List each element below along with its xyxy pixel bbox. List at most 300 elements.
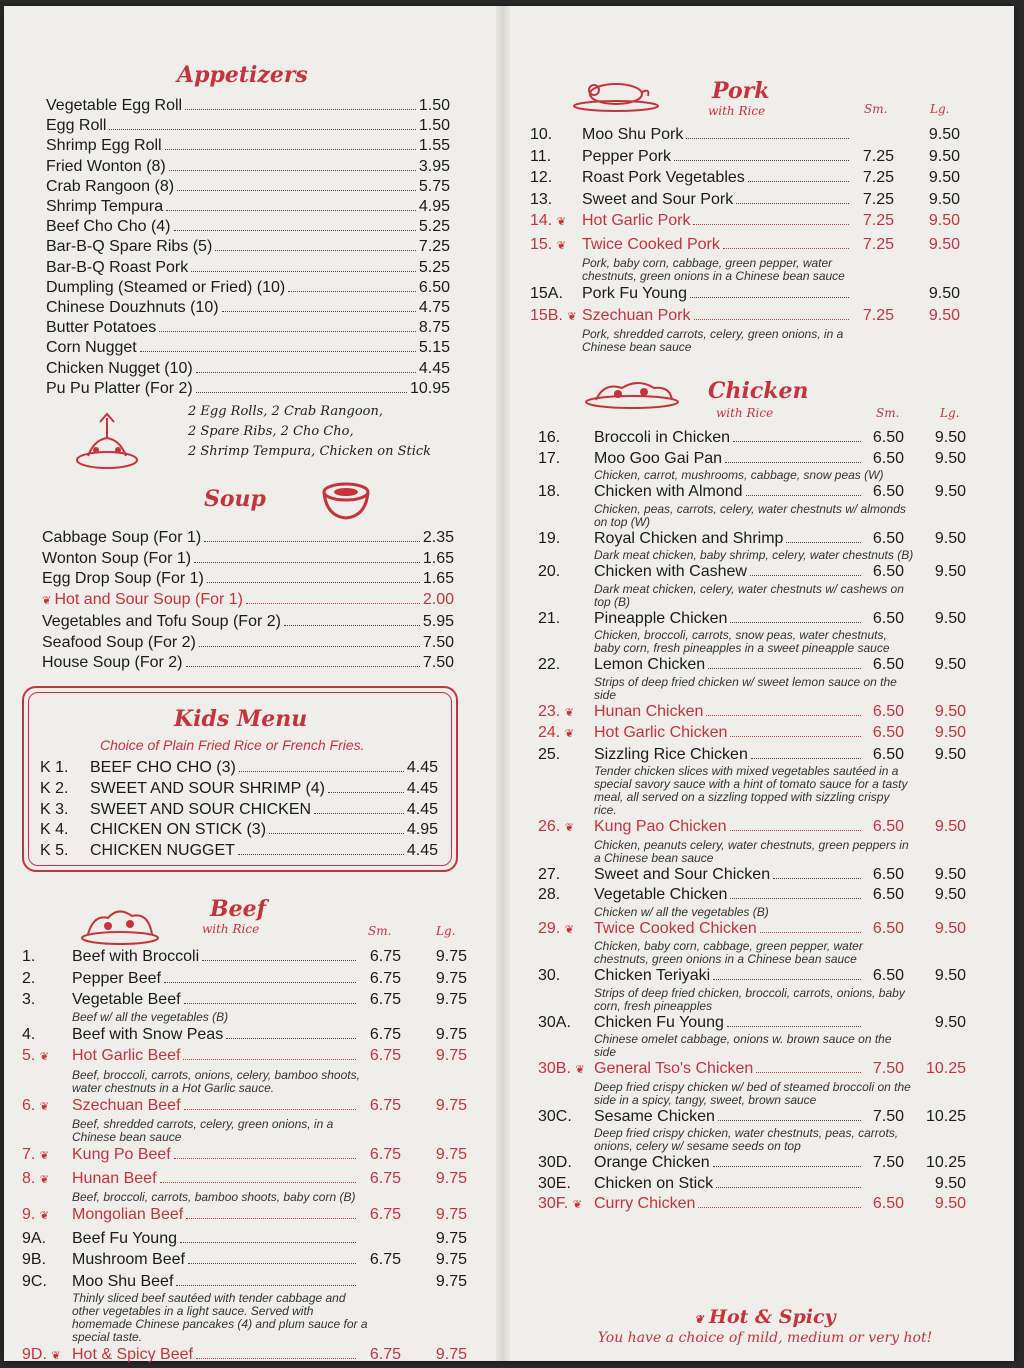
dot-leader [207,582,420,583]
menu-item [46,278,450,298]
menu-item [538,482,966,503]
price-small: 7.25 [862,169,894,186]
chili-icon: ❦ [567,310,577,323]
price-small: 6.75 [369,991,401,1008]
price-small: 6.50 [872,483,904,500]
item-price: 4.45 [406,842,438,860]
price-small: 7.25 [862,190,894,208]
price-large: 9.75 [435,1346,467,1363]
dot-leader [174,1158,356,1159]
price-small: 6.50 [872,865,904,883]
item-price: 4.95 [418,198,450,216]
item-number: K 1. [40,759,69,776]
dot-leader [174,230,416,231]
dot-leader [786,542,861,543]
menu-item [46,177,450,197]
item-name: Hot Garlic Chicken [594,724,728,741]
menu-item [538,609,966,630]
menu-item [530,146,960,168]
item-name: Cabbage Soup (For 1) [42,529,202,546]
pork-list [530,124,960,354]
item-number: 5. ❦ [22,1045,72,1069]
item-number: 21. [538,609,561,627]
item-price: 2.00 [422,591,454,609]
price-small: 6.75 [369,1146,401,1163]
item-name: General Tso's Chicken [594,1060,754,1077]
item-number: K 4. [40,821,69,839]
menu-item [22,1271,467,1293]
item-price: 1.50 [418,117,450,135]
dot-leader [694,319,849,320]
item-name: Beef with Snow Peas [72,1025,224,1043]
menu-item [42,653,454,674]
menu-item [46,338,450,358]
item-name: Mongolian Beef [72,1206,184,1223]
item-price: 5.95 [422,612,454,630]
dot-leader [314,813,404,814]
item-number: 24. ❦ [538,723,594,745]
dot-leader [239,771,404,772]
dot-leader [698,1207,861,1208]
item-price: 5.75 [418,177,450,195]
menu-item [530,189,960,211]
chili-icon: ❦ [572,1199,582,1211]
price-large: 9.75 [435,1146,467,1163]
chili-icon: ❦ [564,728,574,740]
pork-subtitle: with Rice [708,104,766,118]
item-number: 15A. [530,285,563,302]
price-large: 9.75 [435,1096,467,1114]
item-name: BEEF CHO CHO (3) [90,759,236,776]
dot-leader [204,541,420,542]
item-description: Beef, shredded carrots, celery, green onions, in a Chinese bean sauce [72,1117,334,1144]
dot-leader [736,203,849,204]
menu-item [538,817,966,839]
menu-item [538,865,966,886]
price-small: 6.75 [369,948,401,965]
item-number: 30E. [538,1174,571,1192]
dot-leader [750,575,861,576]
chicken-list [538,428,966,1216]
menu-item [22,989,467,1011]
item-name: Egg Drop Soup (For 1) [42,570,204,588]
item-number: 20. [538,563,561,580]
dot-leader [196,372,416,373]
item-name: Seafood Soup (For 2) [42,633,196,651]
item-number: 7. ❦ [22,1144,72,1168]
chili-icon: ❦ [51,1350,61,1362]
price-small: 6.75 [369,1025,401,1043]
pig-icon [572,78,662,112]
dot-leader [226,1038,356,1039]
item-name: Royal Chicken and Shrimp [594,529,784,547]
item-number: 30A. [538,1013,571,1031]
item-price: 5.25 [418,218,450,236]
item-description: Thinly sliced beef sautéed with tender cabbage and other vegetables in a light sauce. Served with homemade Chinese pancakes (4) and plum sauce for a special taste. [72,1291,368,1344]
item-name: Sesame Chicken [594,1107,715,1125]
item-name: Moo Shu Pork [582,126,684,143]
item-name: Beef with Broccoli [72,948,200,965]
item-number: 19. [538,529,561,547]
price-large: 9.50 [928,235,960,253]
dot-leader [693,224,849,225]
beef-dish-icon [78,902,162,946]
menu-item [538,1059,966,1081]
item-number: 3. [22,991,36,1008]
item-number: 11. [530,147,552,165]
menu-item [530,234,960,258]
price-large: 9.50 [934,1195,966,1212]
item-price: 3.95 [418,157,450,175]
item-name: Moo Shu Beef [72,1272,174,1290]
price-small: 6.75 [369,1251,401,1268]
dot-leader [751,758,861,759]
item-name: Bar-B-Q Spare Ribs (5) [46,238,213,256]
menu-item [46,96,450,116]
dot-leader [191,271,416,272]
item-name: Egg Roll [46,117,107,135]
chili-icon: ❦ [39,1100,50,1113]
dot-leader [160,1182,356,1183]
item-price: 2.35 [422,529,454,546]
item-description: Chicken, peas, carrots, celery, water chestnuts w/ almonds on top (W) [594,501,906,529]
item-name: Corn Nugget [46,339,137,357]
menu-item [46,359,450,379]
item-name: Mushroom Beef [72,1251,185,1268]
item-name: Pineapple Chicken [594,609,728,627]
item-description: Pork, baby corn, cabbage, green pepper, water chestnuts, green onions in a Chinese bean sauce [582,256,845,283]
item-description: Deep fried crispy chicken, water chestnuts, peas, carrots, onions, celery w/ sesame seeds on top [594,1126,899,1153]
item-name: Sweet and Sour Pork [582,190,734,208]
item-number: 30B. ❦ [538,1059,594,1081]
item-name: Vegetable Chicken [594,886,728,903]
menu-item [530,124,960,146]
item-number: 12. [530,169,553,186]
menu-item [538,1013,966,1034]
dot-leader [730,736,861,737]
price-small: 6.50 [872,609,904,627]
dot-leader [222,311,416,312]
item-price: 4.95 [406,821,438,839]
menu-item [22,1095,467,1119]
dot-leader [164,982,356,983]
item-price: 7.25 [418,238,450,256]
item-name: ❦ Hot and Sour Soup (For 1) [42,590,243,612]
price-large: 9.75 [435,1251,467,1268]
page-fold [496,6,510,1361]
appetizers-list [46,96,450,399]
item-number: 15B. ❦ [530,305,582,329]
price-large: 9.50 [934,563,966,580]
item-name: Sweet and Sour Chicken [594,865,771,883]
item-name: Hot Garlic Beef [72,1047,181,1064]
item-description: Beef w/ all the vegetables (B) [72,1009,229,1024]
item-name: SWEET AND SOUR SHRIMP (4) [90,779,325,797]
menu-item [22,1204,467,1228]
item-number: 30D. [538,1154,572,1171]
item-description: Dark meat chicken, celery, water chestnuts w/ cashews on top (B) [594,581,904,609]
dot-leader [746,495,861,496]
dot-leader [246,603,420,604]
price-large: 9.75 [435,969,467,987]
item-description: Dark meat chicken, baby shrimp, celery, water chestnuts (B) [594,548,914,562]
menu-item [46,217,450,237]
dot-leader [727,1026,861,1027]
item-number: 30. [538,967,561,984]
price-large: 9.50 [934,1174,966,1192]
price-large: 9.50 [934,529,966,547]
item-name: Pepper Beef [72,969,161,987]
chili-icon: ❦ [556,216,566,228]
item-number: K 5. [40,842,69,860]
item-name: Vegetable Beef [72,991,181,1008]
dot-leader [716,1187,861,1188]
dot-leader [756,1072,861,1073]
item-name: Moo Goo Gai Pan [594,449,723,467]
menu-item [42,590,454,612]
price-large: 9.75 [435,1169,467,1187]
dot-leader [183,1059,356,1060]
item-number: 8. ❦ [22,1168,72,1192]
item-price: 4.45 [406,759,438,776]
price-small: 6.50 [872,745,904,763]
menu-item [22,1228,467,1250]
item-name: Shrimp Tempura [46,198,164,216]
chicken-sm-header: Sm. [876,406,900,420]
menu-item [22,1024,467,1046]
chili-icon: ❦ [556,239,566,252]
price-large: 9.50 [928,306,960,324]
item-number: 17. [538,449,561,467]
price-large: 9.50 [934,865,966,883]
spice-choice-note: You have a choice of mild, medium or very hot! [597,1330,933,1346]
item-name: Hunan Chicken [594,702,704,720]
price-small: 6.50 [872,656,904,673]
price-large: 9.50 [934,429,966,446]
beef-sm-header: Sm. [368,924,392,938]
item-name: Szechuan Beef [72,1096,181,1114]
item-number: 30F. ❦ [538,1194,594,1216]
menu-item [46,298,450,318]
item-number: K 2. [40,779,69,797]
menu-item [22,1045,467,1069]
item-number: 6. ❦ [22,1095,72,1119]
dot-leader [166,210,416,211]
price-small: 6.75 [369,1346,401,1363]
price-small: 6.50 [872,919,904,937]
dot-leader [748,181,849,182]
dot-leader [713,1166,861,1167]
item-description: Tender chicken slices with mixed vegetables sautéed in a special savory sauce with a hint of tomato sauce for a tasty meal, all served on a sizzling topped with sizzling crispy rice. [594,764,908,817]
dot-leader [238,854,404,855]
price-small: 6.50 [872,429,904,446]
item-price: 4.75 [418,299,450,317]
item-description: Beef, broccoli, carrots, onions, celery, bamboo shoots, water chestnuts in a Hot Garlic sauce. [72,1067,360,1095]
item-price: 7.50 [422,633,454,651]
price-large: 9.50 [934,702,966,720]
item-number: 9. ❦ [22,1204,72,1228]
price-large: 9.50 [928,126,960,143]
price-large: 9.75 [435,1229,467,1247]
price-large: 9.50 [928,169,960,186]
menu-item [538,1174,966,1195]
menu-item [46,258,450,278]
price-large: 9.50 [928,147,960,165]
dot-leader [184,1003,356,1004]
price-small: 6.50 [872,449,904,467]
item-price: 5.25 [418,258,450,276]
price-small: 6.75 [369,1206,401,1223]
price-large: 9.50 [928,285,960,302]
menu-item [46,318,450,338]
item-name: Broccoli in Chicken [594,429,731,446]
menu-item [46,157,450,177]
item-name: Chicken Nugget (10) [46,359,193,377]
menu-item [538,1194,966,1216]
item-price: 5.15 [418,339,450,357]
pork-lg-header: Lg. [930,102,950,116]
menu-item [42,612,454,633]
dot-leader [674,160,849,161]
item-name: Sizzling Rice Chicken [594,745,748,763]
dot-leader [215,250,416,251]
price-small: 7.25 [862,235,894,253]
menu-item [22,1344,467,1368]
item-number: 25. [538,745,561,763]
chili-icon: ❦ [564,822,574,834]
chicken-dish-icon [582,376,682,410]
item-name: Orange Chicken [594,1154,710,1171]
chili-icon: ❦ [564,923,574,936]
pork-sm-header: Sm. [864,102,888,116]
item-number: 1. [22,948,36,965]
menu-item [538,966,966,987]
item-description: Pork, shredded carrots, celery, green onions, in a Chinese bean sauce [582,327,844,354]
price-large: 9.50 [934,919,966,937]
item-name: Kung Po Beef [72,1146,171,1163]
dot-leader [180,1242,356,1243]
price-large: 9.50 [934,1013,966,1031]
item-name: Vegetable Egg Roll [46,97,183,114]
dot-leader [199,646,420,647]
dot-leader [186,666,420,667]
price-small: 7.25 [862,147,894,165]
item-number: 13. [530,190,553,208]
beef-lg-header: Lg. [436,924,456,938]
price-large: 9.50 [934,818,966,835]
chili-icon: ❦ [39,1150,50,1162]
chili-icon: ❦ [575,1064,585,1076]
menu-page [4,6,1014,1361]
item-price: 1.55 [418,137,450,155]
chili-icon: ❦ [39,1051,50,1063]
item-name: Twice Cooked Chicken [594,919,757,937]
price-large: 9.50 [934,609,966,627]
item-name: Pu Pu Platter (For 2) [46,379,193,397]
dot-leader [725,462,861,463]
dot-leader [169,170,416,171]
item-name: Lemon Chicken [594,656,706,673]
price-small: 6.50 [872,886,904,903]
dot-leader [708,668,861,669]
item-name: Hot & Spicy Beef [72,1346,193,1363]
item-name: Roast Pork Vegetables [582,169,745,186]
menu-item [538,919,966,941]
item-name: Beef Cho Cho (4) [46,218,171,236]
price-small: 7.25 [862,212,894,229]
dot-leader [165,149,416,150]
item-description: Chicken, carrot, mushrooms, cabbage, snow peas (W) [594,468,884,482]
menu-item [40,758,438,779]
menu-item [538,1153,966,1174]
item-price: 1.65 [422,549,454,567]
menu-item [46,136,450,156]
item-name: SWEET AND SOUR CHICKEN [90,800,312,818]
item-number: 30C. [538,1107,572,1125]
menu-item [538,1107,966,1128]
appetizers-title: Appetizers [177,62,308,88]
beef-title: Beef [210,896,267,922]
price-small: 6.50 [872,1195,904,1212]
menu-item [538,655,966,676]
kids-menu-list [40,758,438,862]
menu-item [46,379,450,399]
menu-item [530,305,960,329]
item-number: 23. ❦ [538,702,594,724]
dot-leader [686,138,849,139]
item-number: 29. ❦ [538,919,594,941]
item-name: House Soup (For 2) [42,654,183,672]
dot-leader [760,932,861,933]
item-price: 4.45 [418,359,450,377]
menu-item [46,237,450,257]
beef-subtitle: with Rice [202,922,260,936]
item-price: 4.45 [406,800,438,818]
dot-leader [188,1263,356,1264]
price-large: 9.50 [928,212,960,229]
price-small: 6.75 [369,969,401,987]
item-price: 7.50 [422,654,454,672]
menu-item [22,946,467,968]
item-price: 4.45 [406,779,438,797]
chicken-title: Chicken [708,378,809,404]
price-large: 9.75 [435,1206,467,1223]
item-number: 9A. [22,1229,47,1247]
price-small: 7.25 [862,306,894,324]
dot-leader [733,441,861,442]
menu-item [538,428,966,449]
dot-leader [288,291,416,292]
dot-leader [730,830,861,831]
item-description: Beef, broccoli, carrots, bamboo shoots, baby corn (B) [72,1190,356,1204]
dot-leader [773,878,861,879]
item-name: CHICKEN NUGGET [90,842,235,860]
menu-item [530,210,960,234]
item-name: Hot Garlic Pork [582,212,691,229]
price-large: 9.50 [934,967,966,984]
menu-item [538,449,966,470]
dot-leader [284,625,420,626]
menu-item [538,723,966,745]
item-price: 1.65 [422,570,454,588]
price-small: 7.50 [872,1154,904,1171]
item-description: Chicken, baby corn, cabbage, green pepper, water chestnuts, green onions in a Chinese bean sauce [594,939,863,966]
price-large: 9.50 [934,724,966,741]
price-small: 6.50 [872,702,904,720]
item-name: Dumpling (Steamed or Fried) (10) [46,278,286,296]
item-description: Chicken w/ all the vegetables (B) [594,904,769,919]
dot-leader [140,351,416,352]
